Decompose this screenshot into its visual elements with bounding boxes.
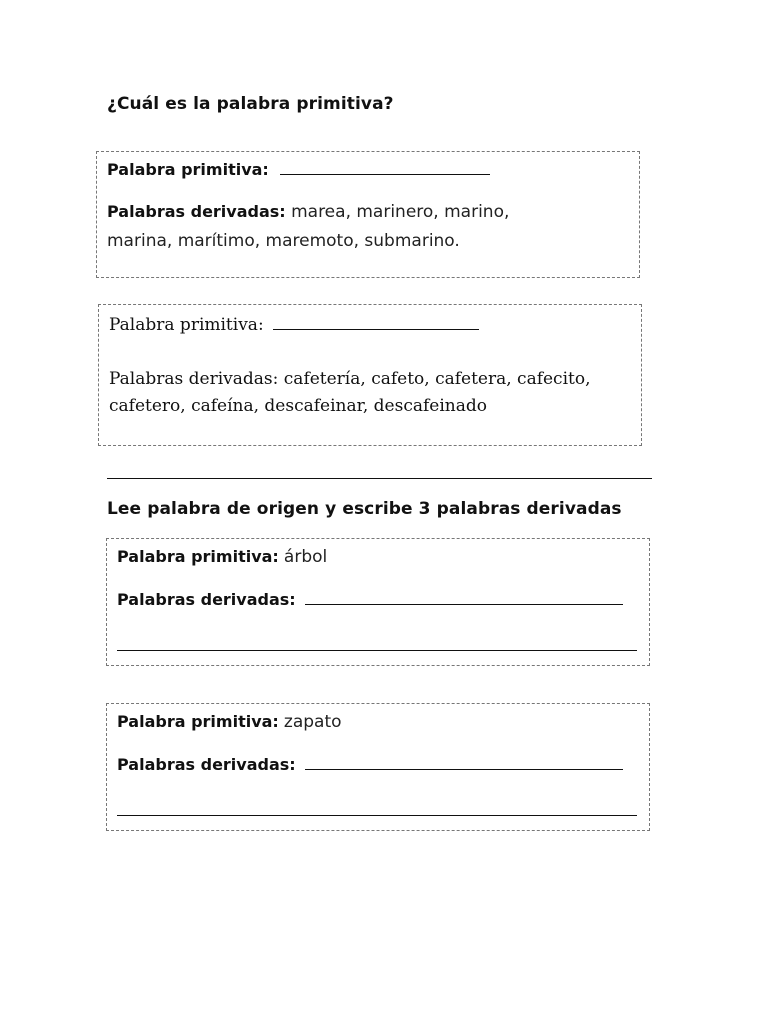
example-box-coffee <box>98 304 642 446</box>
derived-answer-line[interactable] <box>305 603 623 605</box>
derived-answer-line[interactable] <box>305 768 623 770</box>
example-box-sea <box>96 151 640 278</box>
derived-label: Palabras derivadas: <box>117 590 296 609</box>
derived-words: marea, marinero, marino, <box>291 202 510 222</box>
primitive-label: Palabra primitiva: <box>117 712 279 731</box>
primitive-answer-line[interactable] <box>273 328 479 330</box>
primitive-answer-line[interactable] <box>280 173 490 175</box>
derived-label: Palabras derivadas: <box>117 755 296 774</box>
task-title: Lee palabra de origen y escribe 3 palabras derivadas <box>107 499 622 519</box>
primitive-label: Palabra primitiva: <box>117 547 279 566</box>
separator-line <box>107 478 652 479</box>
task-box-zapato <box>106 703 650 831</box>
task-box-arbol <box>106 538 650 666</box>
derived-words-continued: cafetero, cafeína, descafeinar, descafeinado <box>109 396 487 416</box>
question-title: ¿Cuál es la palabra primitiva? <box>107 94 394 114</box>
derived-label: Palabras derivadas: <box>107 202 286 221</box>
derived-words: cafetería, cafeto, cafetera, cafecito, <box>283 369 591 389</box>
derived-label: Palabras derivadas: <box>109 369 279 389</box>
derived-answer-line-2[interactable] <box>117 815 637 816</box>
derived-answer-line-2[interactable] <box>117 650 637 651</box>
primitive-label: Palabra primitiva: <box>107 160 269 179</box>
derived-words-continued: marina, marítimo, maremoto, submarino. <box>107 231 460 251</box>
primitive-label: Palabra primitiva: <box>109 315 264 335</box>
primitive-word: árbol <box>283 547 328 567</box>
primitive-word: zapato <box>283 712 342 732</box>
